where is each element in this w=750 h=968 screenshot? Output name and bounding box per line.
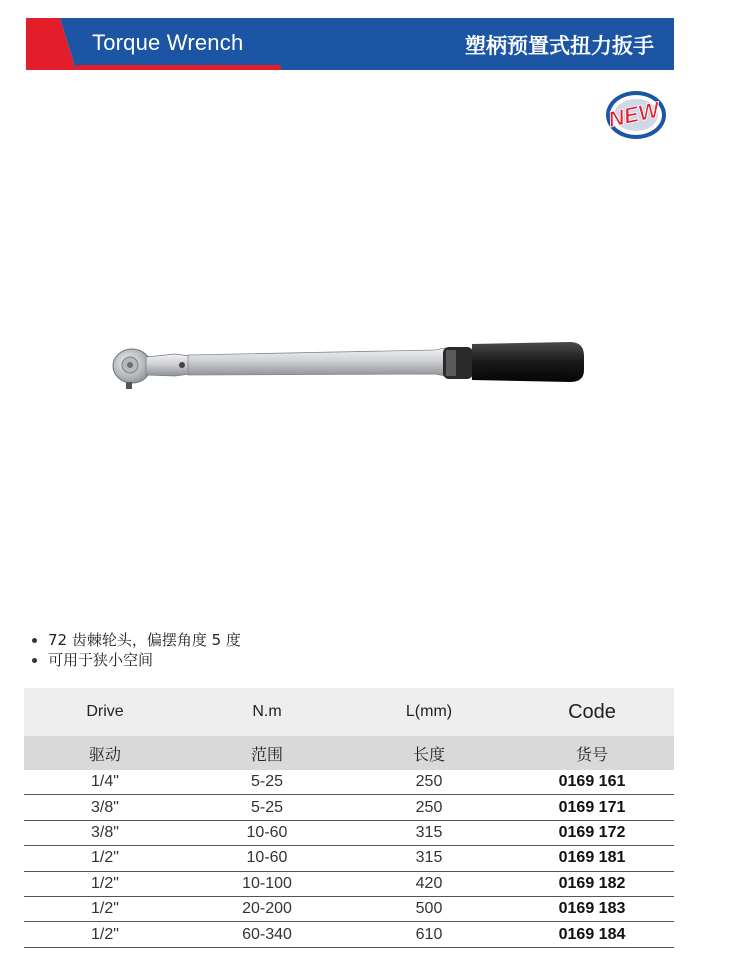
cell-code: 0169 171 [510,795,674,820]
table-row [24,922,674,947]
cell-drive: 1/2" [24,871,186,896]
column-header-code: Code [510,688,674,736]
cell-code: 0169 172 [510,820,674,845]
cell-length: 250 [348,770,510,795]
column-header-code-cn: 货号 [510,736,674,770]
cell-range: 60-340 [186,922,348,947]
torque-wrench-image [100,330,590,410]
column-header-length-cn: 长度 [348,736,510,770]
feature-list [30,630,241,670]
cell-length: 610 [348,922,510,947]
column-header-range-cn: 范围 [186,736,348,770]
cell-drive: 1/2" [24,922,186,947]
cell-code: 0169 182 [510,871,674,896]
table-row [24,820,674,845]
cell-code: 0169 181 [510,846,674,871]
header-banner [26,18,674,70]
column-header-length: L(mm) [348,688,510,736]
cell-drive: 3/8" [24,795,186,820]
cell-drive: 1/2" [24,896,186,921]
table-header-row [24,688,674,736]
cell-length: 250 [348,795,510,820]
table-row [24,770,674,795]
cell-drive: 3/8" [24,820,186,845]
cell-length: 500 [348,896,510,921]
cell-code: 0169 161 [510,770,674,795]
cell-length: 315 [348,846,510,871]
cell-range: 5-25 [186,795,348,820]
column-header-range: N.m [186,688,348,736]
table-row [24,846,674,871]
cell-length: 315 [348,820,510,845]
cell-range: 10-60 [186,820,348,845]
table-row [24,795,674,820]
cell-range: 20-200 [186,896,348,921]
cell-code: 0169 184 [510,922,674,947]
new-badge-text: NEW [605,96,662,133]
table-header-row-chinese [24,736,674,770]
page-title-chinese: 塑柄预置式扭力扳手 [465,34,654,58]
cell-drive: 1/4" [24,770,186,795]
column-header-drive-cn: 驱动 [24,736,186,770]
new-badge-icon [592,82,676,144]
spec-table [24,688,674,948]
feature-item: 可用于狭小空间 [30,650,241,670]
column-header-drive: Drive [24,688,186,736]
cell-length: 420 [348,871,510,896]
cell-range: 5-25 [186,770,348,795]
cell-range: 10-100 [186,871,348,896]
cell-drive: 1/2" [24,846,186,871]
page-title: Torque Wrench [92,30,244,55]
cell-code: 0169 183 [510,896,674,921]
table-row [24,896,674,921]
feature-item: 72 齿棘轮头，偏摆角度 5 度 [30,630,241,650]
cell-range: 10-60 [186,846,348,871]
table-row [24,871,674,896]
